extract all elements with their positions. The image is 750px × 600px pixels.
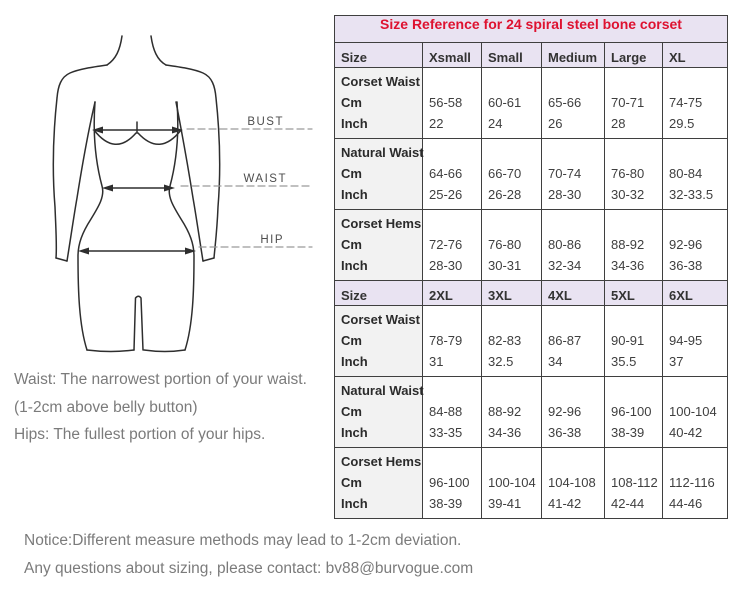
value-cell: 100-104 39-41 <box>482 448 542 519</box>
section-label-cell: Natural Waist Cm Inch <box>335 139 423 210</box>
section-row <box>335 210 728 281</box>
section-row <box>335 139 728 210</box>
notice-line-1: Notice:Different measure methods may lead to 1-2cm deviation. <box>24 532 462 549</box>
waist-measure-arrow <box>102 185 175 192</box>
hip-measure-arrow <box>78 248 196 255</box>
value-cell: 76-80 30-32 <box>605 139 663 210</box>
bust-label: BUST <box>247 116 284 128</box>
value-cell: 104-108 41-42 <box>542 448 605 519</box>
size-header-cell: Medium <box>542 43 605 68</box>
waist-note-line: Waist: The narrowest portion of your waist. <box>14 371 307 388</box>
right-arm-outer <box>166 65 220 258</box>
right-leg-hem <box>144 350 185 352</box>
body-measurement-diagram <box>0 0 330 370</box>
waist-label: WAIST <box>243 173 287 185</box>
value-cell: 64-66 25-26 <box>423 139 482 210</box>
size-header-cell: 6XL <box>663 281 728 306</box>
leg-gap-line <box>134 296 143 350</box>
neck-right-line <box>151 36 166 65</box>
section-row <box>335 448 728 519</box>
size-header-cell: 4XL <box>542 281 605 306</box>
table-title: Size Reference for 24 spiral steel bone corset <box>335 16 728 43</box>
value-cell: 80-84 32-33.5 <box>663 139 728 210</box>
measurement-notes <box>14 366 307 449</box>
size-header-cell: 3XL <box>482 281 542 306</box>
value-cell: 76-80 30-31 <box>482 210 542 281</box>
value-cell: 92-96 36-38 <box>663 210 728 281</box>
hip-label: HIP <box>260 234 284 246</box>
value-cell: 86-87 34 <box>542 306 605 377</box>
value-cell: 94-95 37 <box>663 306 728 377</box>
value-cell: 78-79 31 <box>423 306 482 377</box>
value-cell: 84-88 33-35 <box>423 377 482 448</box>
size-header-cell: Xsmall <box>423 43 482 68</box>
value-cell: 82-83 32.5 <box>482 306 542 377</box>
value-cell: 92-96 36-38 <box>542 377 605 448</box>
size-header-cell: Small <box>482 43 542 68</box>
left-arm-outer <box>53 65 107 258</box>
value-cell: 72-76 28-30 <box>423 210 482 281</box>
value-cell: 80-86 32-34 <box>542 210 605 281</box>
left-leg-hem <box>87 350 134 352</box>
value-cell: 74-75 29.5 <box>663 68 728 139</box>
size-header-cell: 5XL <box>605 281 663 306</box>
torso-left-edge <box>78 102 103 350</box>
size-header-cell: Large <box>605 43 663 68</box>
value-cell: 60-61 24 <box>482 68 542 139</box>
size-header-row <box>335 281 728 306</box>
value-cell: 70-71 28 <box>605 68 663 139</box>
size-header-row <box>335 43 728 68</box>
value-cell: 108-112 42-44 <box>605 448 663 519</box>
value-cell: 88-92 34-36 <box>482 377 542 448</box>
section-label-cell: Natural Waist Cm Inch <box>335 377 423 448</box>
value-cell: 96-100 38-39 <box>423 448 482 519</box>
value-cell: 70-74 28-30 <box>542 139 605 210</box>
right-arm-inner <box>176 102 203 261</box>
section-label-cell: Corset Hems Cm Inch <box>335 448 423 519</box>
value-cell: 96-100 38-39 <box>605 377 663 448</box>
section-label-cell: Corset Hems Cm Inch <box>335 210 423 281</box>
left-cuff <box>56 258 67 261</box>
waist-note-line2: (1-2cm above belly button) <box>14 398 198 416</box>
section-label-cell: Corset Waist Cm Inch <box>335 306 423 377</box>
size-header-label: Size <box>335 281 423 306</box>
value-cell: 90-91 35.5 <box>605 306 663 377</box>
value-cell: 88-92 34-36 <box>605 210 663 281</box>
table-title-row <box>335 16 728 43</box>
value-cell: 100-104 40-42 <box>663 377 728 448</box>
notice-block <box>24 527 473 582</box>
size-table <box>334 15 728 519</box>
body-outline <box>53 36 219 352</box>
value-cell: 66-70 26-28 <box>482 139 542 210</box>
notice-line-2: Any questions about sizing, please contact: bv88@burvogue.com <box>24 559 474 577</box>
size-table-body <box>335 16 728 519</box>
value-cell: 65-66 26 <box>542 68 605 139</box>
section-row <box>335 306 728 377</box>
section-row <box>335 377 728 448</box>
neck-left-line <box>107 36 122 65</box>
size-header-label: Size <box>335 43 423 68</box>
size-header-cell: XL <box>663 43 728 68</box>
section-row <box>335 68 728 139</box>
size-header-cell: 2XL <box>423 281 482 306</box>
value-cell: 56-58 22 <box>423 68 482 139</box>
value-cell: 112-116 44-46 <box>663 448 728 519</box>
hips-note-line: Hips: The fullest portion of your hips. <box>14 426 266 443</box>
right-cuff <box>203 258 214 261</box>
section-label-cell: Corset Waist Cm Inch <box>335 68 423 139</box>
